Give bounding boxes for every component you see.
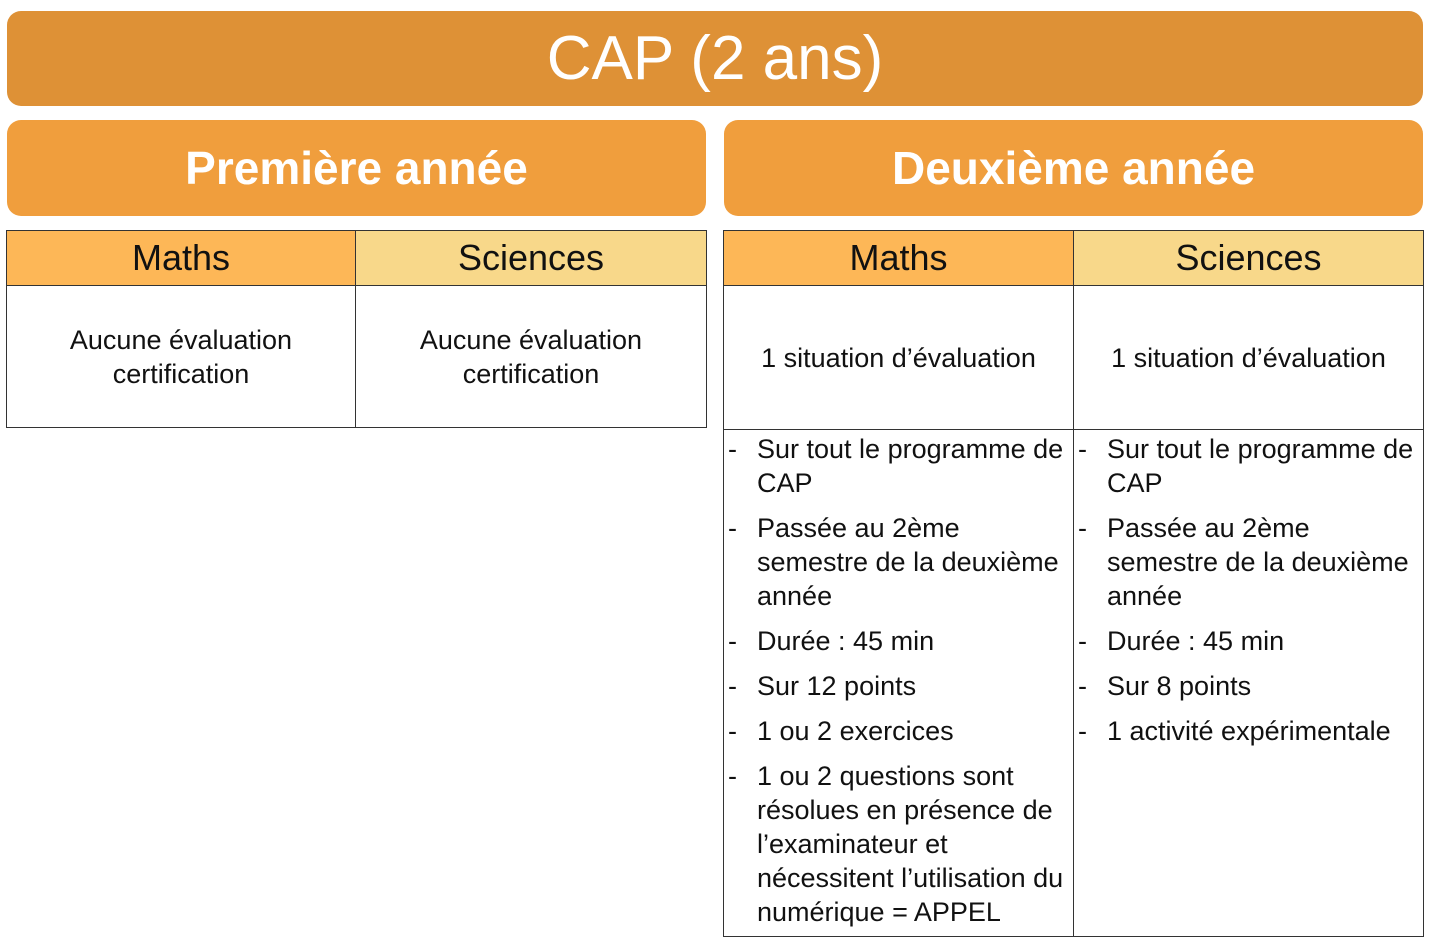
- bullet-dash: -: [728, 434, 737, 464]
- maths-details-list: [728, 432, 1073, 929]
- bullet-dash: -: [1078, 716, 1087, 746]
- list-item-text: Sur 12 points: [757, 671, 917, 701]
- bullet-dash: -: [1078, 671, 1087, 701]
- year2-sciences-header: Sciences: [1074, 231, 1424, 286]
- bullet-dash: -: [728, 671, 737, 701]
- year1-title: Première année: [7, 120, 706, 216]
- bullet-dash: -: [728, 761, 737, 791]
- year2-maths-header: Maths: [724, 231, 1074, 286]
- year1-sciences-header: Sciences: [356, 231, 707, 286]
- list-item: [728, 432, 1073, 500]
- year1-maths-header: Maths: [7, 231, 356, 286]
- year1-sciences-evaluation: [356, 286, 707, 428]
- list-item: [728, 759, 1073, 929]
- list-item-text: Sur 8 points: [1107, 671, 1252, 701]
- list-item-text: Passée au 2ème semestre de la deuxième année: [1107, 513, 1409, 611]
- list-item-text: Passée au 2ème semestre de la deuxième année: [757, 513, 1059, 611]
- year1-table: [6, 230, 707, 428]
- bullet-dash: -: [728, 626, 737, 656]
- year2-maths-details: [724, 430, 1074, 937]
- list-item-text: 1 activité expérimentale: [1107, 716, 1391, 746]
- list-item: [1078, 432, 1423, 500]
- year1-maths-evaluation: [7, 286, 356, 428]
- list-item: [1078, 624, 1423, 658]
- bullet-dash: -: [1078, 513, 1087, 543]
- bullet-dash: -: [1078, 434, 1087, 464]
- year2-maths-evaluation: 1 situation d’évaluation: [724, 286, 1074, 430]
- list-item-text: 1 ou 2 questions sont résolues en présence de l’examinateur et nécessitent l’utilisation du numérique = APPEL: [757, 761, 1064, 927]
- sciences-details-list: [1078, 432, 1423, 748]
- bullet-dash: -: [728, 513, 737, 543]
- main-title: CAP (2 ans): [7, 11, 1423, 106]
- list-item-text: Sur tout le programme de CAP: [1107, 434, 1414, 498]
- bullet-dash: -: [1078, 626, 1087, 656]
- year2-table: [723, 230, 1424, 937]
- year2-title: Deuxième année: [724, 120, 1423, 216]
- list-item: [1078, 714, 1423, 748]
- list-item: [728, 624, 1073, 658]
- year1-sciences-evaluation-text: Aucune évaluation certification: [419, 324, 643, 389]
- list-item: [728, 714, 1073, 748]
- list-item-text: Sur tout le programme de CAP: [757, 434, 1064, 498]
- list-item-text: 1 ou 2 exercices: [757, 716, 954, 746]
- list-item: [1078, 669, 1423, 703]
- list-item: [728, 669, 1073, 703]
- list-item-text: Durée : 45 min: [757, 626, 935, 656]
- year1-maths-evaluation-text: Aucune évaluation certification: [69, 324, 293, 389]
- list-item: [728, 511, 1073, 613]
- bullet-dash: -: [728, 716, 737, 746]
- year2-sciences-details: [1074, 430, 1424, 937]
- list-item-text: Durée : 45 min: [1107, 626, 1285, 656]
- list-item: [1078, 511, 1423, 613]
- year2-sciences-evaluation: 1 situation d’évaluation: [1074, 286, 1424, 430]
